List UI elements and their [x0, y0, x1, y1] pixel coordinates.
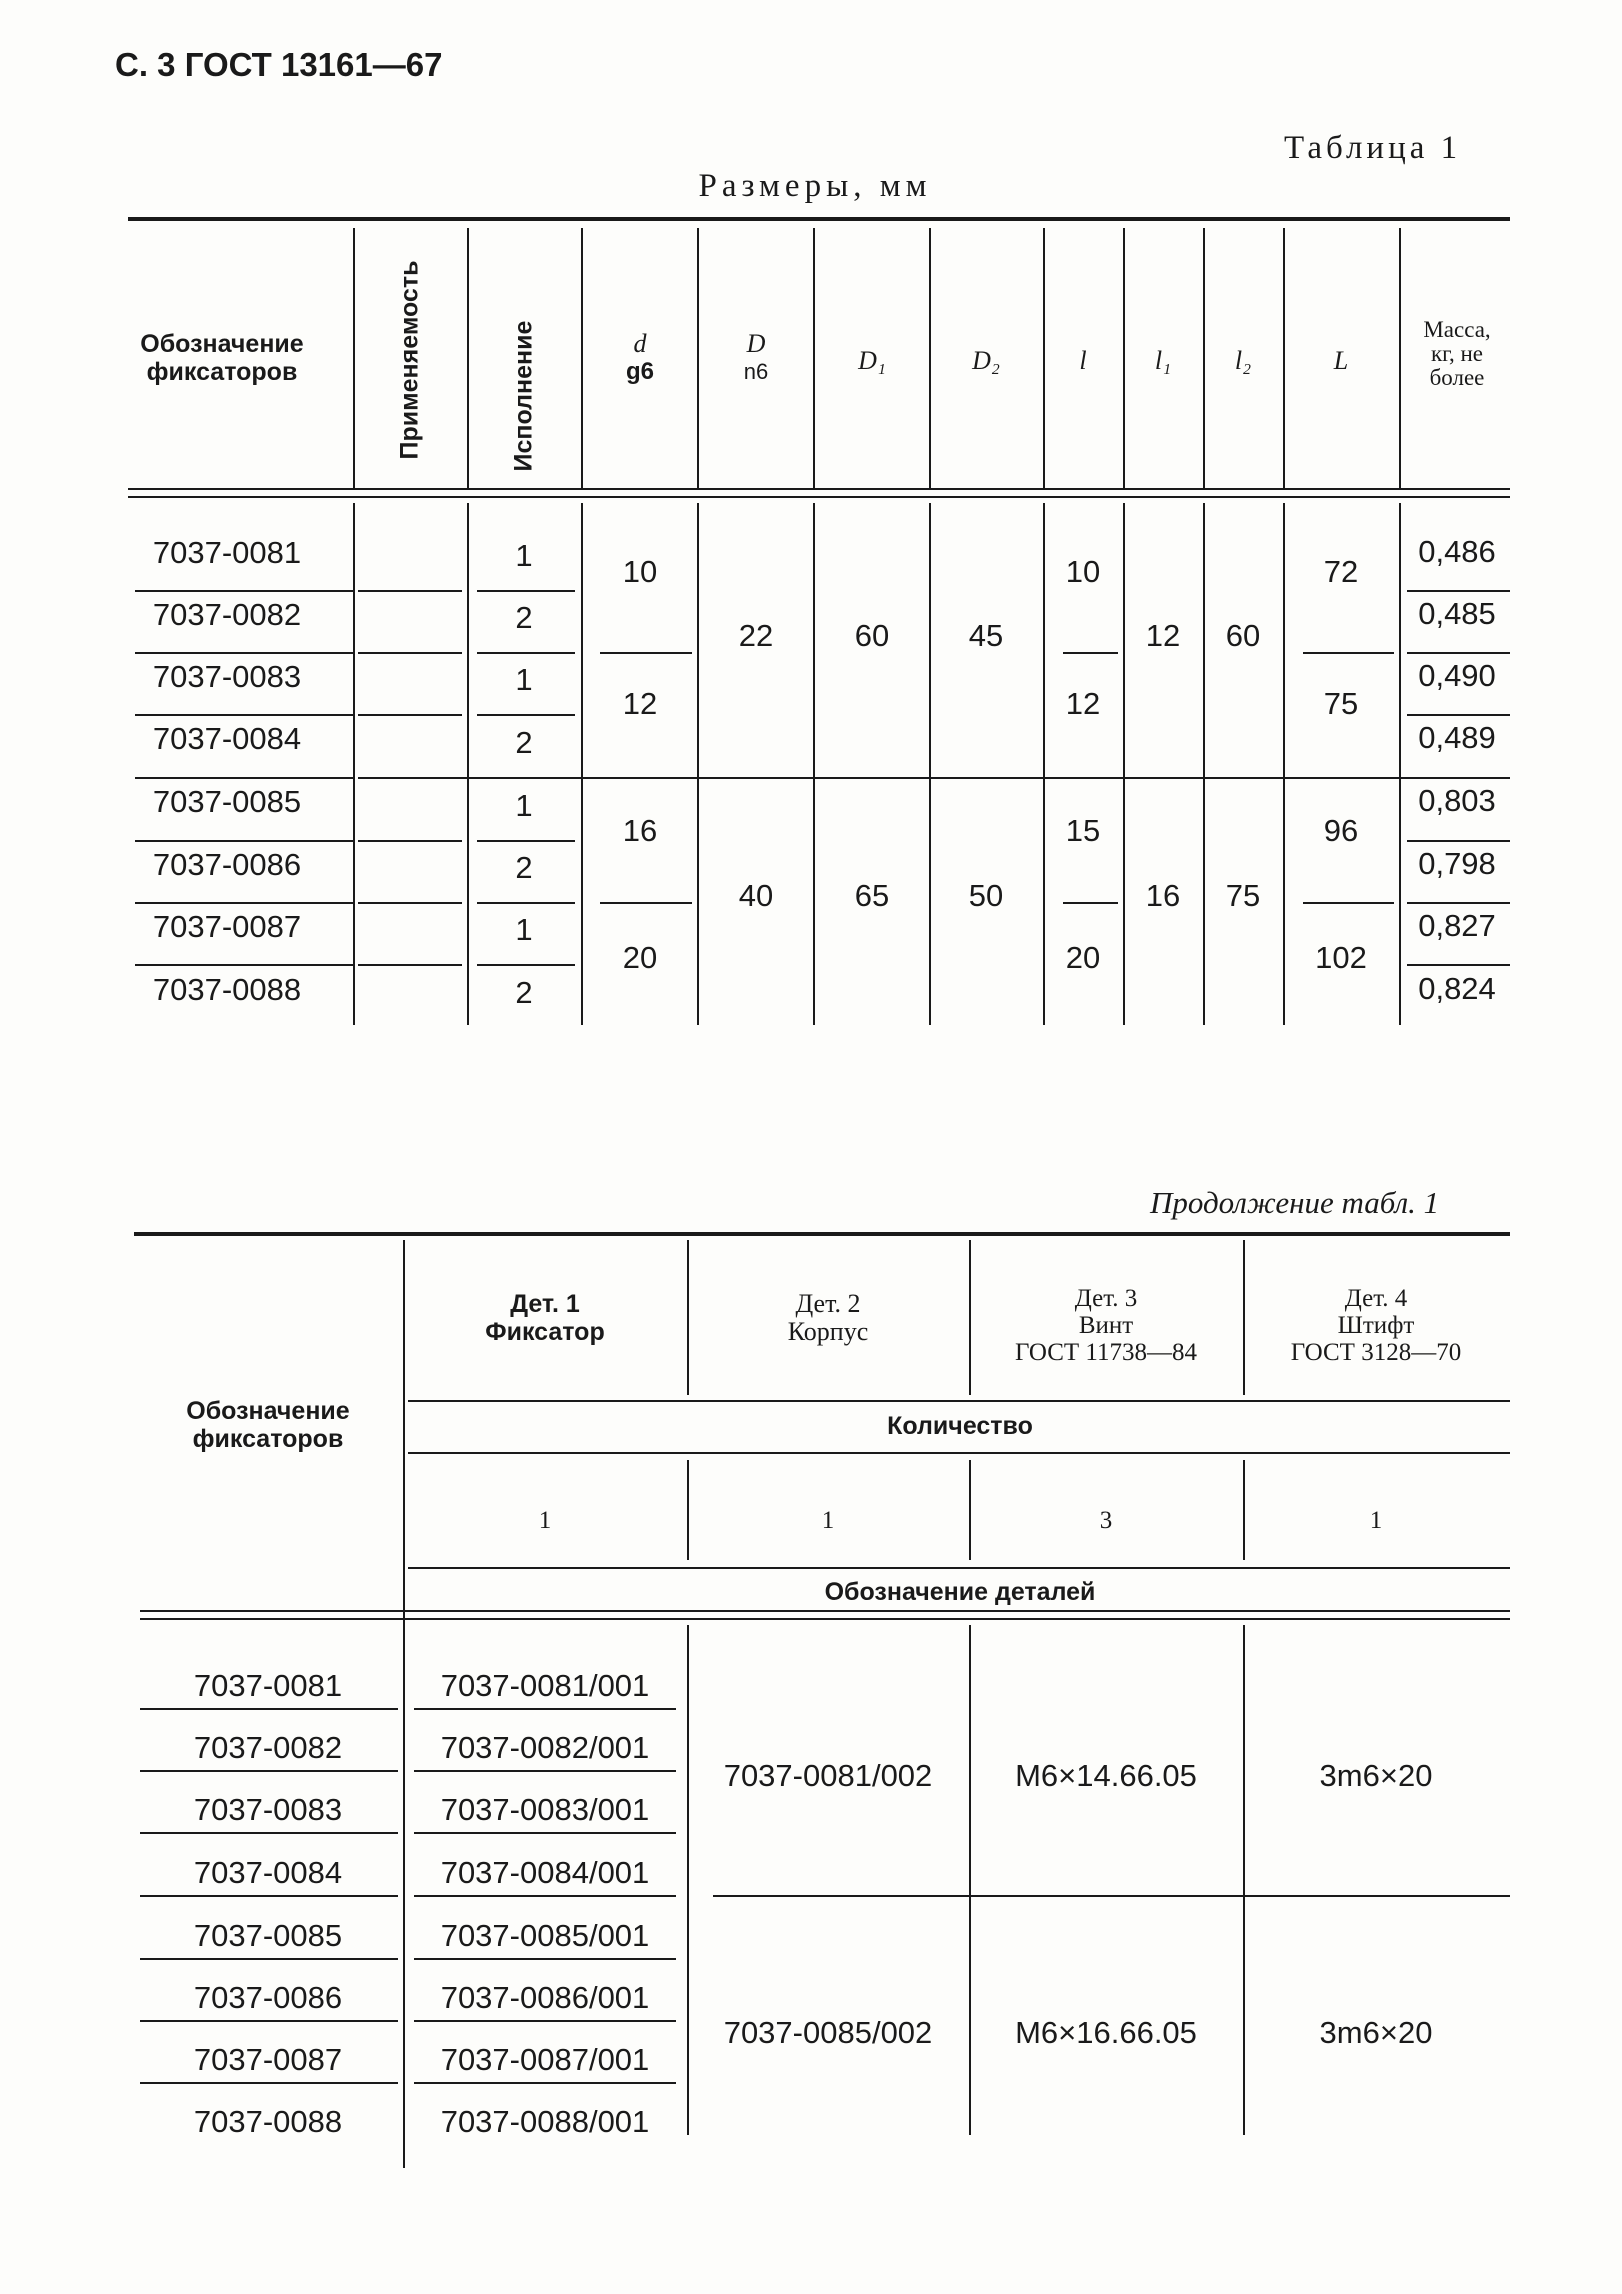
table-row: 7037-0081	[152, 535, 302, 570]
table-row: 7037-0086	[152, 847, 302, 882]
det4-cell: 3m6×20	[1319, 2015, 1433, 2050]
table-label: Таблица 1	[1284, 130, 1462, 166]
table-caption: Размеры, мм	[698, 168, 932, 204]
table-row: 7037-0087	[193, 2042, 343, 2077]
D-cell: 40	[738, 878, 774, 913]
details-header: Обозначение деталей	[824, 1578, 1096, 1606]
l1-cell: 16	[1145, 878, 1181, 913]
col-det1-header: Дет. 1 Фиксатор	[485, 1290, 605, 1346]
mass-cell: 0,485	[1418, 596, 1496, 631]
det3-cell: М6×14.66.05	[1015, 1758, 1197, 1793]
version-cell: 2	[515, 975, 533, 1010]
d-cell: 16	[622, 813, 658, 848]
col-applicability-header: Применяемость	[395, 260, 424, 460]
det1-cell: 7037-0086/001	[440, 1980, 650, 2015]
col-D-header: D n6	[743, 329, 769, 384]
version-cell: 1	[515, 538, 533, 573]
l-cell: 12	[1065, 686, 1101, 721]
col-version-header: Исполнение	[509, 320, 538, 472]
table-row: 7037-0083	[152, 659, 302, 694]
version-cell: 2	[515, 725, 533, 760]
version-cell: 1	[515, 788, 533, 823]
table-row: 7037-0081	[193, 1668, 343, 1703]
table-row: 7037-0084	[193, 1855, 343, 1890]
det1-cell: 7037-0087/001	[440, 2042, 650, 2077]
table-row: 7037-0082	[152, 597, 302, 632]
col-d-header: d g6	[625, 329, 655, 385]
mass-cell: 0,827	[1418, 908, 1496, 943]
D-cell: 22	[738, 618, 774, 653]
standard-number: ГОСТ 13161—67	[184, 46, 443, 83]
table-row: 7037-0088	[193, 2104, 343, 2139]
col-designation-header: Обозначение фиксаторов	[186, 1397, 350, 1453]
D1-cell: 65	[854, 878, 890, 913]
D1-cell: 60	[854, 618, 890, 653]
l1-cell: 12	[1145, 618, 1181, 653]
col-det4-header: Дет. 4 Штифт ГОСТ 3128—70	[1290, 1285, 1462, 1366]
d-cell: 10	[622, 554, 658, 589]
col-l-header: l	[1079, 346, 1087, 375]
mass-cell: 0,824	[1418, 971, 1496, 1006]
version-cell: 1	[515, 662, 533, 697]
det1-cell: 7037-0081/001	[440, 1668, 650, 1703]
col-det2-header: Дет. 2 Корпус	[787, 1289, 869, 1346]
table-row: 7037-0088	[152, 972, 302, 1007]
mass-cell: 0,798	[1418, 846, 1496, 881]
col-designation-header: Обозначение фиксаторов	[140, 330, 304, 386]
det4-cell: 3m6×20	[1319, 1758, 1433, 1793]
D2-cell: 45	[968, 618, 1004, 653]
l2-cell: 75	[1225, 878, 1261, 913]
l-cell: 15	[1065, 813, 1101, 848]
col-det3-header: Дет. 3 Винт ГОСТ 11738—84	[1015, 1285, 1197, 1366]
L-cell: 96	[1323, 813, 1359, 848]
col-D2-header: D₂	[972, 346, 1000, 375]
det2-cell: 7037-0085/002	[723, 2015, 933, 2050]
L-cell: 102	[1315, 940, 1367, 975]
L-cell: 75	[1323, 686, 1359, 721]
table-row: 7037-0086	[193, 1980, 343, 2015]
mass-cell: 0,490	[1418, 658, 1496, 693]
quantity-cell: 1	[538, 1507, 552, 1534]
det3-cell: М6×16.66.05	[1015, 2015, 1197, 2050]
col-l1-header: l₁	[1154, 346, 1172, 375]
quantity-header: Количество	[887, 1412, 1033, 1440]
l-cell: 20	[1065, 940, 1101, 975]
table-row: 7037-0087	[152, 909, 302, 944]
det2-cell: 7037-0081/002	[723, 1758, 933, 1793]
mass-cell: 0,803	[1418, 783, 1496, 818]
mass-cell: 0,486	[1418, 534, 1496, 569]
det1-cell: 7037-0085/001	[440, 1918, 650, 1953]
mass-cell: 0,489	[1418, 720, 1496, 755]
table-row: 7037-0085	[152, 784, 302, 819]
version-cell: 2	[515, 850, 533, 885]
col-l2-header: l₂	[1234, 346, 1252, 375]
quantity-cell: 3	[1099, 1507, 1113, 1534]
quantity-cell: 1	[821, 1507, 835, 1534]
col-D1-header: D₁	[858, 346, 886, 375]
table-row: 7037-0084	[152, 721, 302, 756]
version-cell: 2	[515, 600, 533, 635]
det1-cell: 7037-0084/001	[440, 1855, 650, 1890]
quantity-cell: 1	[1369, 1507, 1383, 1534]
table-row: 7037-0083	[193, 1792, 343, 1827]
table-row: 7037-0085	[193, 1918, 343, 1953]
table-row: 7037-0082	[193, 1730, 343, 1765]
L-cell: 72	[1323, 554, 1359, 589]
page-label: С. 3	[115, 46, 176, 83]
col-mass-header: Масса, кг, не более	[1423, 317, 1491, 390]
l2-cell: 60	[1225, 618, 1261, 653]
det1-cell: 7037-0083/001	[440, 1792, 650, 1827]
d-cell: 20	[622, 940, 658, 975]
col-L-header: L	[1333, 346, 1349, 375]
version-cell: 1	[515, 912, 533, 947]
continuation-label: Продолжение табл. 1	[1150, 1185, 1440, 1220]
det1-cell: 7037-0088/001	[440, 2104, 650, 2139]
page-header	[115, 48, 442, 81]
d-cell: 12	[622, 686, 658, 721]
l-cell: 10	[1065, 554, 1101, 589]
D2-cell: 50	[968, 878, 1004, 913]
det1-cell: 7037-0082/001	[440, 1730, 650, 1765]
